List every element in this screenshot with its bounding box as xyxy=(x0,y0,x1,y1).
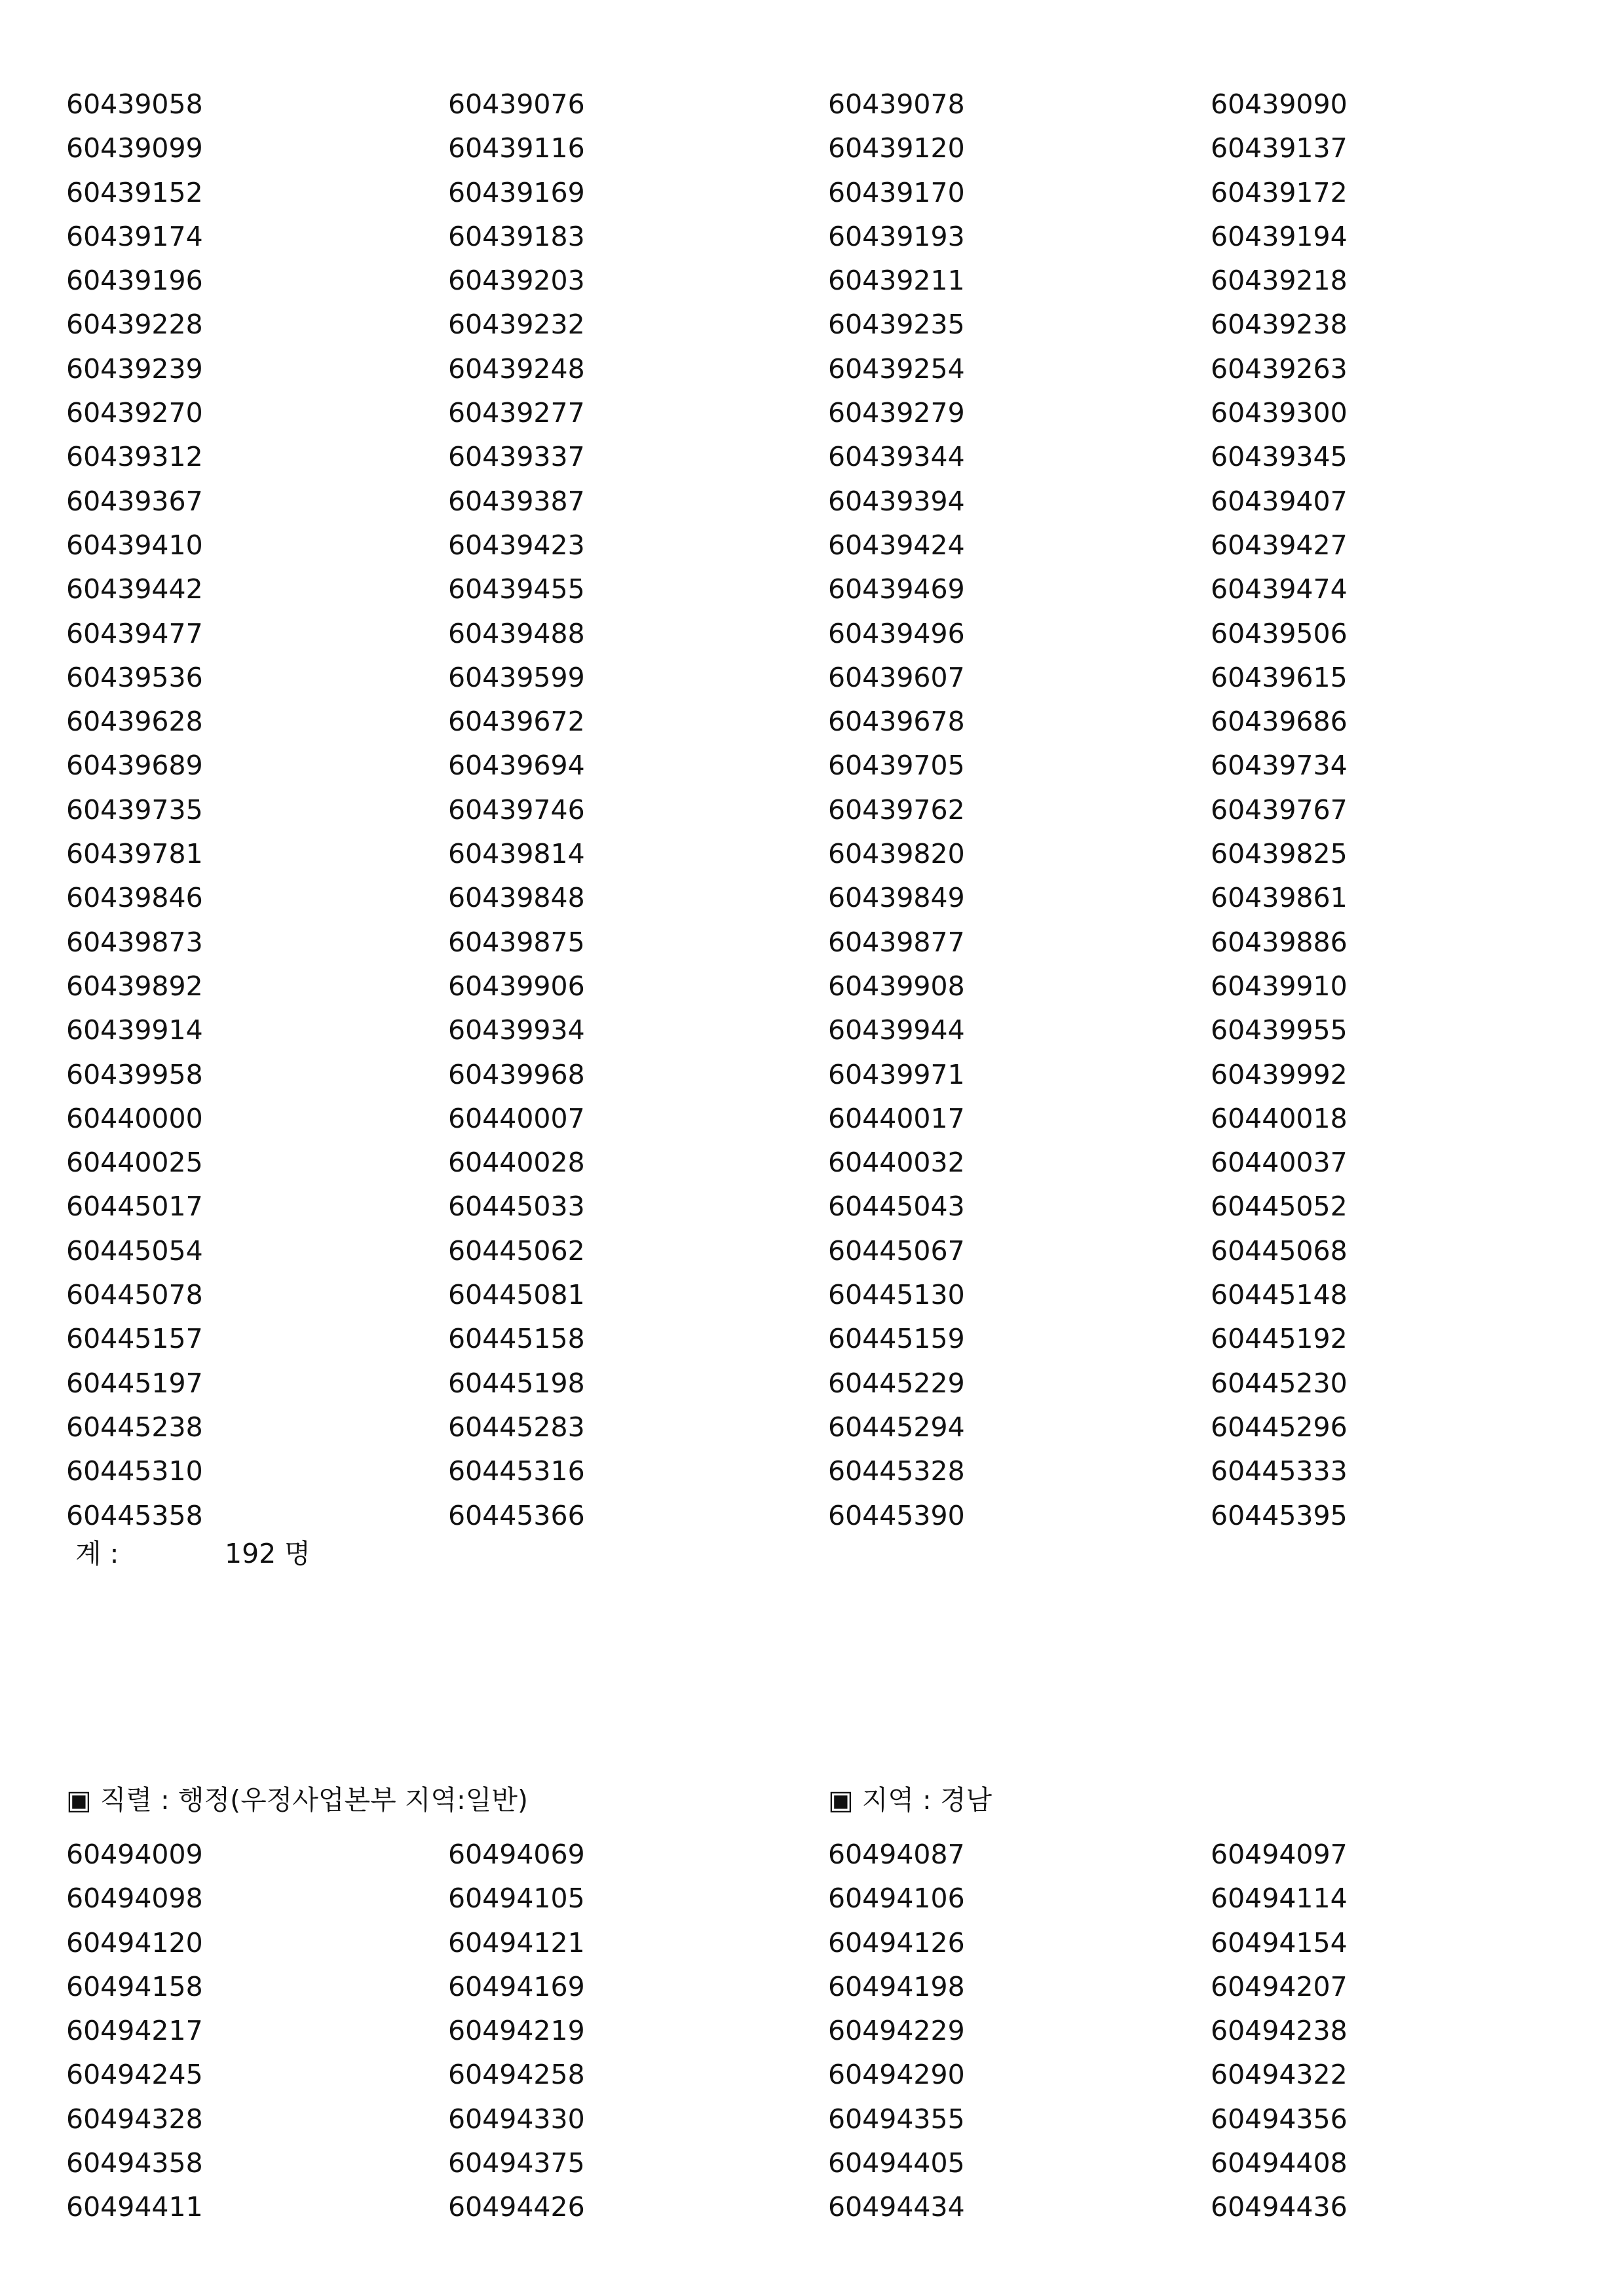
candidate-number: 60494330 xyxy=(448,2103,585,2135)
candidate-number: 60439767 xyxy=(1211,794,1348,826)
candidate-number: 60494087 xyxy=(828,1839,965,1870)
section-header-region: ▣ 지역 : 경남 xyxy=(828,1784,992,1816)
total-label: 계 : xyxy=(75,1538,119,1569)
candidate-number: 60439686 xyxy=(1211,706,1348,738)
candidate-number: 60439424 xyxy=(828,529,965,561)
candidate-number: 60439228 xyxy=(66,309,203,341)
candidate-number: 60445067 xyxy=(828,1234,965,1267)
candidate-number: 60445230 xyxy=(1211,1367,1348,1399)
candidate-number: 60445283 xyxy=(448,1411,585,1443)
candidate-number: 60439955 xyxy=(1211,1014,1348,1046)
candidate-number: 60439846 xyxy=(66,882,203,914)
candidate-number: 60439886 xyxy=(1211,926,1348,958)
candidate-number: 60494097 xyxy=(1211,1839,1348,1870)
candidate-number: 60439488 xyxy=(448,617,585,649)
candidate-number: 60445052 xyxy=(1211,1191,1348,1223)
candidate-number: 60494290 xyxy=(828,2059,965,2091)
candidate-number: 60439735 xyxy=(66,794,203,826)
candidate-number: 60439058 xyxy=(66,88,203,120)
candidate-number: 60445158 xyxy=(448,1323,585,1355)
candidate-number: 60445333 xyxy=(1211,1455,1348,1487)
candidate-number: 60494434 xyxy=(828,2191,965,2223)
candidate-number-grid-2 xyxy=(66,1833,1407,2230)
candidate-number: 60494229 xyxy=(828,2015,965,2047)
candidate-number: 60439099 xyxy=(66,132,203,164)
candidate-number: 60445198 xyxy=(448,1367,585,1399)
candidate-number: 60439120 xyxy=(828,132,965,164)
candidate-number: 60439781 xyxy=(66,838,203,870)
candidate-number: 60439367 xyxy=(66,485,203,517)
candidate-number: 60439152 xyxy=(66,176,203,208)
candidate-number: 60445157 xyxy=(66,1323,203,1355)
candidate-number: 60439906 xyxy=(448,970,585,1002)
candidate-number: 60445229 xyxy=(828,1367,965,1399)
candidate-number: 60445310 xyxy=(66,1455,203,1487)
candidate-number: 60439892 xyxy=(66,970,203,1002)
candidate-number: 60439423 xyxy=(448,529,585,561)
candidate-number: 60445390 xyxy=(828,1499,965,1531)
candidate-number: 60439615 xyxy=(1211,661,1348,693)
candidate-number: 60445366 xyxy=(448,1499,585,1531)
candidate-number: 60439873 xyxy=(66,926,203,958)
candidate-number: 60439169 xyxy=(448,176,585,208)
candidate-number: 60445238 xyxy=(66,1411,203,1443)
candidate-number: 60445159 xyxy=(828,1323,965,1355)
candidate-number: 60494358 xyxy=(66,2147,203,2179)
candidate-number: 60439427 xyxy=(1211,529,1348,561)
candidate-number: 60439746 xyxy=(448,794,585,826)
candidate-number: 60445316 xyxy=(448,1455,585,1487)
candidate-number: 60439196 xyxy=(66,265,203,297)
candidate-number: 60439506 xyxy=(1211,617,1348,649)
candidate-number: 60439407 xyxy=(1211,485,1348,517)
candidate-number: 60494219 xyxy=(448,2015,585,2047)
candidate-number: 60439174 xyxy=(66,220,203,252)
candidate-number: 60439992 xyxy=(1211,1058,1348,1090)
candidate-number: 60494207 xyxy=(1211,1970,1348,2002)
candidate-number: 60439279 xyxy=(828,397,965,429)
candidate-number: 60439076 xyxy=(448,88,585,120)
candidate-number: 60494114 xyxy=(1211,1883,1348,1915)
candidate-number: 60439172 xyxy=(1211,176,1348,208)
candidate-number: 60494169 xyxy=(448,1970,585,2002)
candidate-number: 60439387 xyxy=(448,485,585,517)
candidate-number: 60494238 xyxy=(1211,2015,1348,2047)
candidate-number: 60439628 xyxy=(66,706,203,738)
candidate-number: 60439300 xyxy=(1211,397,1348,429)
candidate-number: 60439183 xyxy=(448,220,585,252)
candidate-number: 60494322 xyxy=(1211,2059,1348,2091)
candidate-number: 60439678 xyxy=(828,706,965,738)
candidate-number: 60439203 xyxy=(448,265,585,297)
candidate-number: 60439235 xyxy=(828,309,965,341)
candidate-number: 60439345 xyxy=(1211,441,1348,473)
candidate-number: 60439442 xyxy=(66,573,203,605)
candidate-number: 60439410 xyxy=(66,529,203,561)
candidate-number: 60439971 xyxy=(828,1058,965,1090)
candidate-number: 60439337 xyxy=(448,441,585,473)
candidate-number: 60440000 xyxy=(66,1102,203,1134)
candidate-number: 60439263 xyxy=(1211,353,1348,385)
candidate-number: 60445068 xyxy=(1211,1234,1348,1267)
candidate-number: 60439536 xyxy=(66,661,203,693)
candidate-number: 60439849 xyxy=(828,882,965,914)
candidate-number: 60440037 xyxy=(1211,1147,1348,1179)
candidate-number: 60439194 xyxy=(1211,220,1348,252)
candidate-number: 60439248 xyxy=(448,353,585,385)
candidate-number: 60439814 xyxy=(448,838,585,870)
candidate-number: 60439238 xyxy=(1211,309,1348,341)
candidate-number: 60445148 xyxy=(1211,1279,1348,1311)
candidate-number: 60439218 xyxy=(1211,265,1348,297)
candidate-number: 60445296 xyxy=(1211,1411,1348,1443)
candidate-number: 60494120 xyxy=(66,1926,203,1959)
candidate-number: 60439958 xyxy=(66,1058,203,1090)
candidate-number: 60439607 xyxy=(828,661,965,693)
candidate-number: 60494436 xyxy=(1211,2191,1348,2223)
candidate-number: 60445328 xyxy=(828,1455,965,1487)
candidate-number-grid-1 xyxy=(66,83,1407,1538)
candidate-number: 60494328 xyxy=(66,2103,203,2135)
candidate-number: 60439277 xyxy=(448,397,585,429)
candidate-number: 60439694 xyxy=(448,750,585,782)
candidate-number: 60439875 xyxy=(448,926,585,958)
candidate-number: 60494408 xyxy=(1211,2147,1348,2179)
candidate-number: 60439477 xyxy=(66,617,203,649)
candidate-number: 60439312 xyxy=(66,441,203,473)
candidate-number: 60439599 xyxy=(448,661,585,693)
candidate-number: 60494405 xyxy=(828,2147,965,2179)
candidate-number: 60439170 xyxy=(828,176,965,208)
candidate-number: 60439239 xyxy=(66,353,203,385)
candidate-number: 60439914 xyxy=(66,1014,203,1046)
candidate-number: 60494158 xyxy=(66,1970,203,2002)
candidate-number: 60439877 xyxy=(828,926,965,958)
candidate-number: 60494098 xyxy=(66,1883,203,1915)
candidate-number: 60494069 xyxy=(448,1839,585,1870)
candidate-number: 60445192 xyxy=(1211,1323,1348,1355)
candidate-number: 60494106 xyxy=(828,1883,965,1915)
candidate-number: 60445081 xyxy=(448,1279,585,1311)
candidate-number: 60439344 xyxy=(828,441,965,473)
candidate-number: 60494105 xyxy=(448,1883,585,1915)
candidate-number: 60439910 xyxy=(1211,970,1348,1002)
candidate-number: 60439934 xyxy=(448,1014,585,1046)
candidate-number: 60439270 xyxy=(66,397,203,429)
candidate-number: 60439672 xyxy=(448,706,585,738)
candidate-number: 60494258 xyxy=(448,2059,585,2091)
candidate-number: 60439474 xyxy=(1211,573,1348,605)
candidate-number: 60440032 xyxy=(828,1147,965,1179)
candidate-number: 60445395 xyxy=(1211,1499,1348,1531)
candidate-number: 60440007 xyxy=(448,1102,585,1134)
candidate-number: 60439211 xyxy=(828,265,965,297)
candidate-number: 60439944 xyxy=(828,1014,965,1046)
candidate-number: 60439908 xyxy=(828,970,965,1002)
candidate-number: 60494121 xyxy=(448,1926,585,1959)
candidate-number: 60439469 xyxy=(828,573,965,605)
candidate-number: 60494009 xyxy=(66,1839,203,1870)
section-header-job-series: ▣ 직렬 : 행정(우정사업본부 지역:일반) xyxy=(66,1784,528,1816)
candidate-number: 60439762 xyxy=(828,794,965,826)
candidate-number: 60439394 xyxy=(828,485,965,517)
candidate-number: 60494356 xyxy=(1211,2103,1348,2135)
candidate-number: 60439455 xyxy=(448,573,585,605)
candidate-number: 60440025 xyxy=(66,1147,203,1179)
candidate-number: 60439689 xyxy=(66,750,203,782)
candidate-number: 60494154 xyxy=(1211,1926,1348,1959)
candidate-number: 60445078 xyxy=(66,1279,203,1311)
candidate-number: 60440028 xyxy=(448,1147,585,1179)
candidate-number: 60439705 xyxy=(828,750,965,782)
candidate-number: 60445130 xyxy=(828,1279,965,1311)
candidate-number: 60494355 xyxy=(828,2103,965,2135)
candidate-number: 60439496 xyxy=(828,617,965,649)
candidate-number: 60439232 xyxy=(448,309,585,341)
candidate-number: 60439078 xyxy=(828,88,965,120)
candidate-number: 60439090 xyxy=(1211,88,1348,120)
candidate-number: 60439968 xyxy=(448,1058,585,1090)
candidate-number: 60494426 xyxy=(448,2191,585,2223)
candidate-number: 60445062 xyxy=(448,1234,585,1267)
candidate-number: 60445294 xyxy=(828,1411,965,1443)
candidate-number: 60445017 xyxy=(66,1191,203,1223)
candidate-number: 60439848 xyxy=(448,882,585,914)
candidate-number: 60439734 xyxy=(1211,750,1348,782)
candidate-number: 60439254 xyxy=(828,353,965,385)
candidate-number: 60439820 xyxy=(828,838,965,870)
candidate-number: 60445197 xyxy=(66,1367,203,1399)
candidate-number: 60439825 xyxy=(1211,838,1348,870)
candidate-number: 60494375 xyxy=(448,2147,585,2179)
candidate-number: 60439137 xyxy=(1211,132,1348,164)
candidate-number: 60494411 xyxy=(66,2191,203,2223)
candidate-number: 60439193 xyxy=(828,220,965,252)
candidate-number: 60445054 xyxy=(66,1234,203,1267)
candidate-number: 60439116 xyxy=(448,132,585,164)
candidate-number: 60439861 xyxy=(1211,882,1348,914)
candidate-number: 60445033 xyxy=(448,1191,585,1223)
candidate-number: 60494245 xyxy=(66,2059,203,2091)
candidate-number: 60494198 xyxy=(828,1970,965,2002)
candidate-number: 60440017 xyxy=(828,1102,965,1134)
candidate-number: 60440018 xyxy=(1211,1102,1348,1134)
candidate-number: 60445043 xyxy=(828,1191,965,1223)
candidate-number: 60494126 xyxy=(828,1926,965,1959)
candidate-number: 60445358 xyxy=(66,1499,203,1531)
candidate-number: 60494217 xyxy=(66,2015,203,2047)
total-count: 192 명 xyxy=(225,1538,311,1569)
